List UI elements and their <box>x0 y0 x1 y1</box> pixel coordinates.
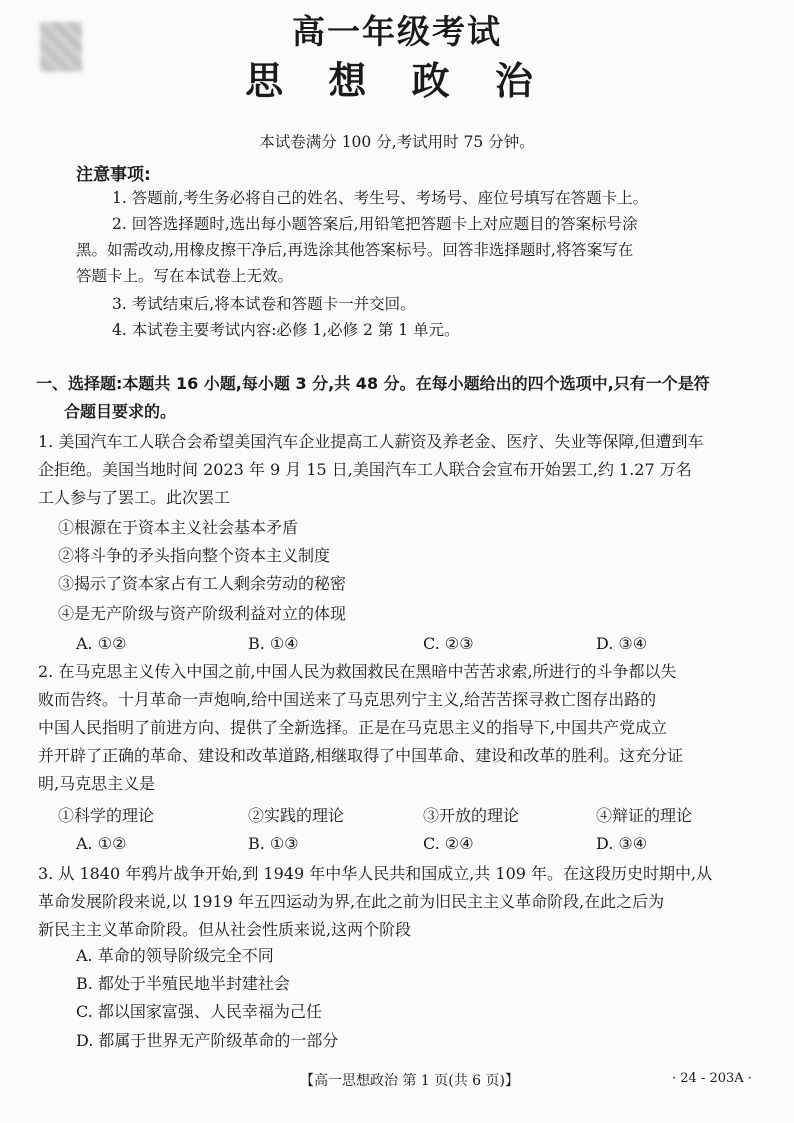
stem-line: 企拒绝。美国当地时间 2023 年 9 月 15 日,美国汽车工人联合会宣布开始罢工,约 1.27 万名 <box>38 460 692 479</box>
question-1-statement: ①根源在于资本主义社会基本矛盾 <box>58 518 299 537</box>
question-2-option-a: A. ①② <box>76 834 127 853</box>
notice-item: 黑。如需改动,用橡皮擦干净后,再选涂其他答案标号。回答非选择题时,将答案写在 <box>76 241 634 259</box>
stem-line: 工人参与了罢工。此次罢工 <box>38 488 231 507</box>
question-3-option-d: D. 都属于世界无产阶级革命的一部分 <box>76 1031 339 1050</box>
exam-grade-title: 高一年级考试 <box>292 12 502 51</box>
stem-line: 1. 美国汽车工人联合会希望美国汽车企业提高工人薪资及养老金、医疗、失业等保障,但遭到车 <box>38 432 704 451</box>
question-1-option-a: A. ①② <box>76 634 127 653</box>
stem-line: 新民主主义革命阶段。但从社会性质来说,这两个阶段 <box>38 920 412 939</box>
notice-item: 答题卡上。写在本试卷上无效。 <box>76 267 294 285</box>
question-2-statement: ①科学的理论 <box>58 806 155 825</box>
question-1-statement: ②将斗争的矛头指向整个资本主义制度 <box>58 546 331 565</box>
question-2-statement: ③开放的理论 <box>423 806 520 825</box>
stem-line: 3. 从 1840 年鸦片战争开始,到 1949 年中华人民共和国成立,共 109 年。在这段历史时期中,从 <box>38 864 713 883</box>
stem-line: 并开辟了正确的革命、建设和改革道路,相继取得了中国革命、建设和改革的胜利。这充分证 <box>38 746 684 765</box>
question-2-statement: ④辩证的理论 <box>596 806 693 825</box>
question-2-stem <box>38 658 758 798</box>
exam-subject-title: 思 想 政 治 <box>245 59 549 103</box>
page-footer-code: · 24 - 203A · <box>672 1071 752 1086</box>
stem-line: 革命发展阶段来说,以 1919 年五四运动为界,在此之前为旧民主主义革命阶段,在此之后为 <box>38 892 665 911</box>
section-heading <box>36 370 766 426</box>
question-2-statement: ②实践的理论 <box>248 806 345 825</box>
notice-heading: 注意事项: <box>76 165 151 185</box>
section-heading-line: 合题目要求的。 <box>64 402 177 421</box>
notice-item: 4. 本试卷主要考试内容:必修 1,必修 2 第 1 单元。 <box>112 321 460 339</box>
notice-item: 2. 回答选择题时,选出每小题答案后,用铅笔把答题卡上对应题目的答案标号涂 <box>112 215 638 233</box>
score-time-line: 本试卷满分 100 分,考试用时 75 分钟。 <box>259 133 535 151</box>
question-2-option-b: B. ①③ <box>248 834 299 853</box>
stem-line: 2. 在马克思主义传入中国之前,中国人民为救国救民在黑暗中苦苦求索,所进行的斗争都以失 <box>38 662 677 681</box>
question-1-option-c: C. ②③ <box>423 634 474 653</box>
question-3-option-b: B. 都处于半殖民地半封建社会 <box>76 974 290 993</box>
notice-item: 3. 考试结束后,将本试卷和答题卡一并交回。 <box>112 295 416 313</box>
page-footer-label: 【高一思想政治 第 1 页(共 6 页)】 <box>300 1073 519 1089</box>
question-2-option-c: C. ②④ <box>423 834 474 853</box>
question-1-option-b: B. ①④ <box>248 634 299 653</box>
question-3-option-a: A. 革命的领导阶级完全不同 <box>76 946 274 965</box>
stem-line: 中国人民指明了前进方向、提供了全新选择。正是在马克思主义的指导下,中国共产党成立 <box>38 718 668 737</box>
question-3-option-c: C. 都以国家富强、人民幸福为己任 <box>76 1002 322 1021</box>
question-1-option-d: D. ③④ <box>596 634 648 653</box>
question-1-stem <box>38 428 758 512</box>
stem-line: 败而告终。十月革命一声炮响,给中国送来了马克思列宁主义,给苦苦探寻救亡图存出路的 <box>38 690 657 709</box>
question-1-statement: ④是无产阶级与资产阶级利益对立的体现 <box>58 604 347 623</box>
question-2-option-d: D. ③④ <box>596 834 648 853</box>
question-1-statement: ③揭示了资本家占有工人剩余劳动的秘密 <box>58 574 347 593</box>
notice-item: 1. 答题前,考生务必将自己的姓名、考生号、考场号、座位号填写在答题卡上。 <box>112 189 649 207</box>
question-3-stem <box>38 860 758 944</box>
stem-line: 明,马克思主义是 <box>38 774 156 793</box>
section-heading-line: 一、选择题:本题共 16 小题,每小题 3 分,共 48 分。在每小题给出的四个选项中,只有一个是符 <box>36 374 710 393</box>
